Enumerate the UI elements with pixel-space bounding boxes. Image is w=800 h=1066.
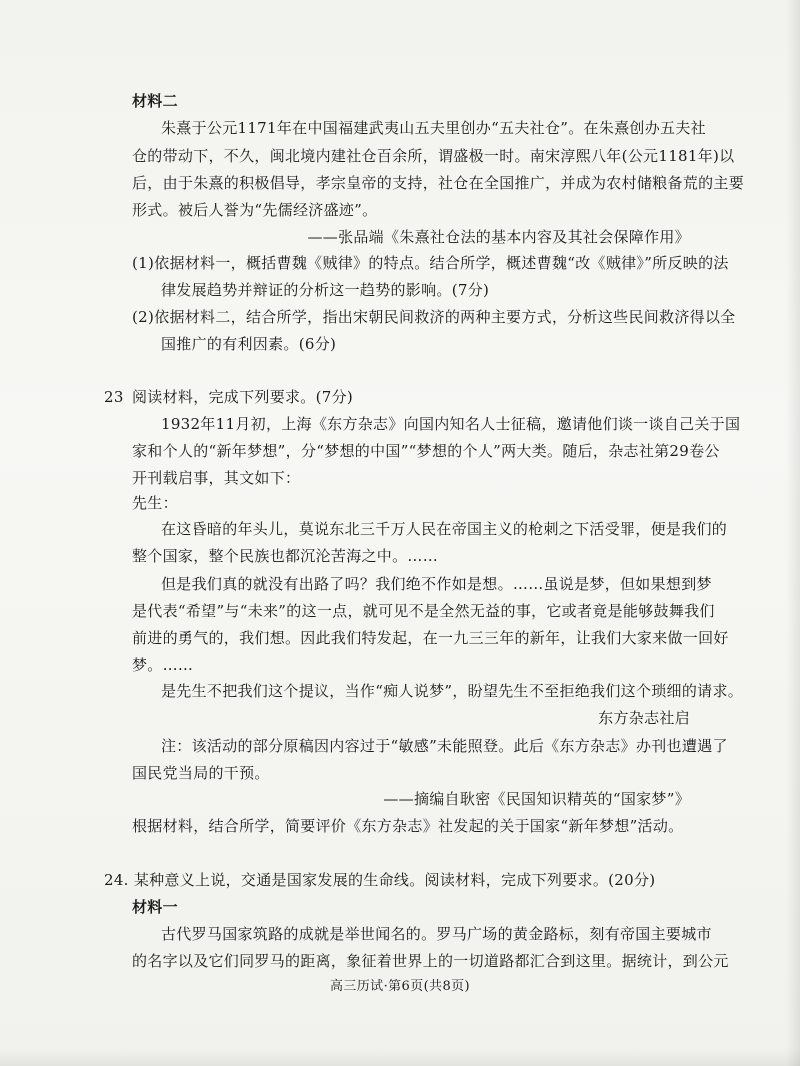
page-footer: 高三历试·第6页(共8页): [329, 979, 471, 994]
material-one-heading: 材料一: [132, 898, 178, 916]
question-23-source: ——摘编自耿密《民国知识精英的“国家梦”》: [383, 790, 690, 808]
material-two-heading: 材料二: [132, 92, 178, 110]
question-22-part-1: (1)依据材料一，概括曹魏《贼律》的特点。结合所学，概述曹魏“改《贼律》”所反映的法: [132, 254, 729, 272]
question-23-note: 注：该活动的部分原稿因内容过于“敏感”未能照登。此后《东方杂志》办刊也遭遇了: [161, 737, 728, 755]
question-23-question: 根据材料，结合所学，简要评价《东方杂志》社发起的关于国家“新年梦想”活动。: [132, 817, 684, 835]
material-one-line: 的名字以及它们同罗马的距离，象征着世界上的一切道路都汇合到这里。据统计，到公元: [132, 952, 729, 970]
question-23-prompt: 阅读材料，完成下列要求。(7分): [132, 388, 354, 406]
question-23-note: 国民党当局的干预。: [132, 764, 270, 782]
page-edge-shadow: [786, 0, 800, 1066]
letter-paragraph: 是先生不把我们这个提议，当作“痴人说梦”，盼望先生不至拒绝我们这个琐细的请求。: [161, 682, 744, 700]
material-two-line: 后，由于朱熹的积极倡导，孝宗皇帝的支持，社仓在全国推广，并成为农村储粮备荒的主要: [132, 174, 745, 192]
material-two-source: ——张品端《朱熹社仓法的基本内容及其社会保障作用》: [307, 228, 690, 246]
question-22-part-2: 国推广的有利因素。(6分): [161, 335, 337, 353]
material-two-line: 形式。被后人誉为“先儒经济盛迹”。: [132, 201, 378, 219]
material-two-line: 仓的带动下，不久，闽北境内建社仓百余所，谓盛极一时。南宋淳熙八年(公元1181年)以: [132, 147, 735, 165]
letter-salutation: 先生：: [132, 494, 178, 512]
page-bottom-shadow: [0, 1048, 800, 1066]
question-23-intro: 开刊载启事，其文如下：: [132, 469, 301, 487]
question-22-part-1: 律发展趋势并辩证的分析这一趋势的影响。(7分): [161, 281, 490, 299]
letter-paragraph: 整个国家，整个民族也都沉沦苦海之中。……: [132, 547, 439, 565]
question-22-part-2: (2)依据材料二，结合所学，指出宋朝民间救济的两种主要方式，分析这些民间救济得以全: [132, 308, 736, 326]
letter-signature: 东方杂志社启: [598, 709, 690, 727]
material-one-line: 古代罗马国家筑路的成就是举世闻名的。罗马广场的黄金路标，刻有帝国主要城市: [161, 925, 712, 943]
question-23-intro: 家和个人的“新年梦想”，分“梦想的中国”“梦想的个人”两大类。随后，杂志社第29卷公: [132, 442, 720, 460]
material-two-line: 朱熹于公元1171年在中国福建武夷山五夫里创办“五夫社仓”。在朱熹创办五夫社: [161, 119, 706, 137]
letter-paragraph: 但是我们真的就没有出路了吗？我们绝不作如是想。……虽说是梦，但如果想到梦: [161, 575, 712, 593]
letter-paragraph: 前进的勇气的，我们想。因此我们特发起，在一九三三年的新年，让我们大家来做一回好: [132, 629, 729, 647]
question-24-header: 24. 某种意义上说，交通是国家发展的生命线。阅读材料，完成下列要求。(20分): [104, 871, 656, 889]
letter-paragraph: 在这昏暗的年头儿，莫说东北三千万人民在帝国主义的枪刺之下活受罪，便是我们的: [161, 520, 728, 538]
letter-paragraph: 梦。……: [132, 656, 194, 674]
letter-paragraph: 是代表“希望”与“未来”的这一点，就可见不是全然无益的事，它或者竟是能够鼓舞我们: [132, 602, 715, 620]
question-23-intro: 1932年11月初，上海《东方杂志》向国内知名人士征稿，邀请他们谈一谈自己关于国: [161, 415, 741, 433]
question-23-number: 23: [104, 388, 124, 406]
